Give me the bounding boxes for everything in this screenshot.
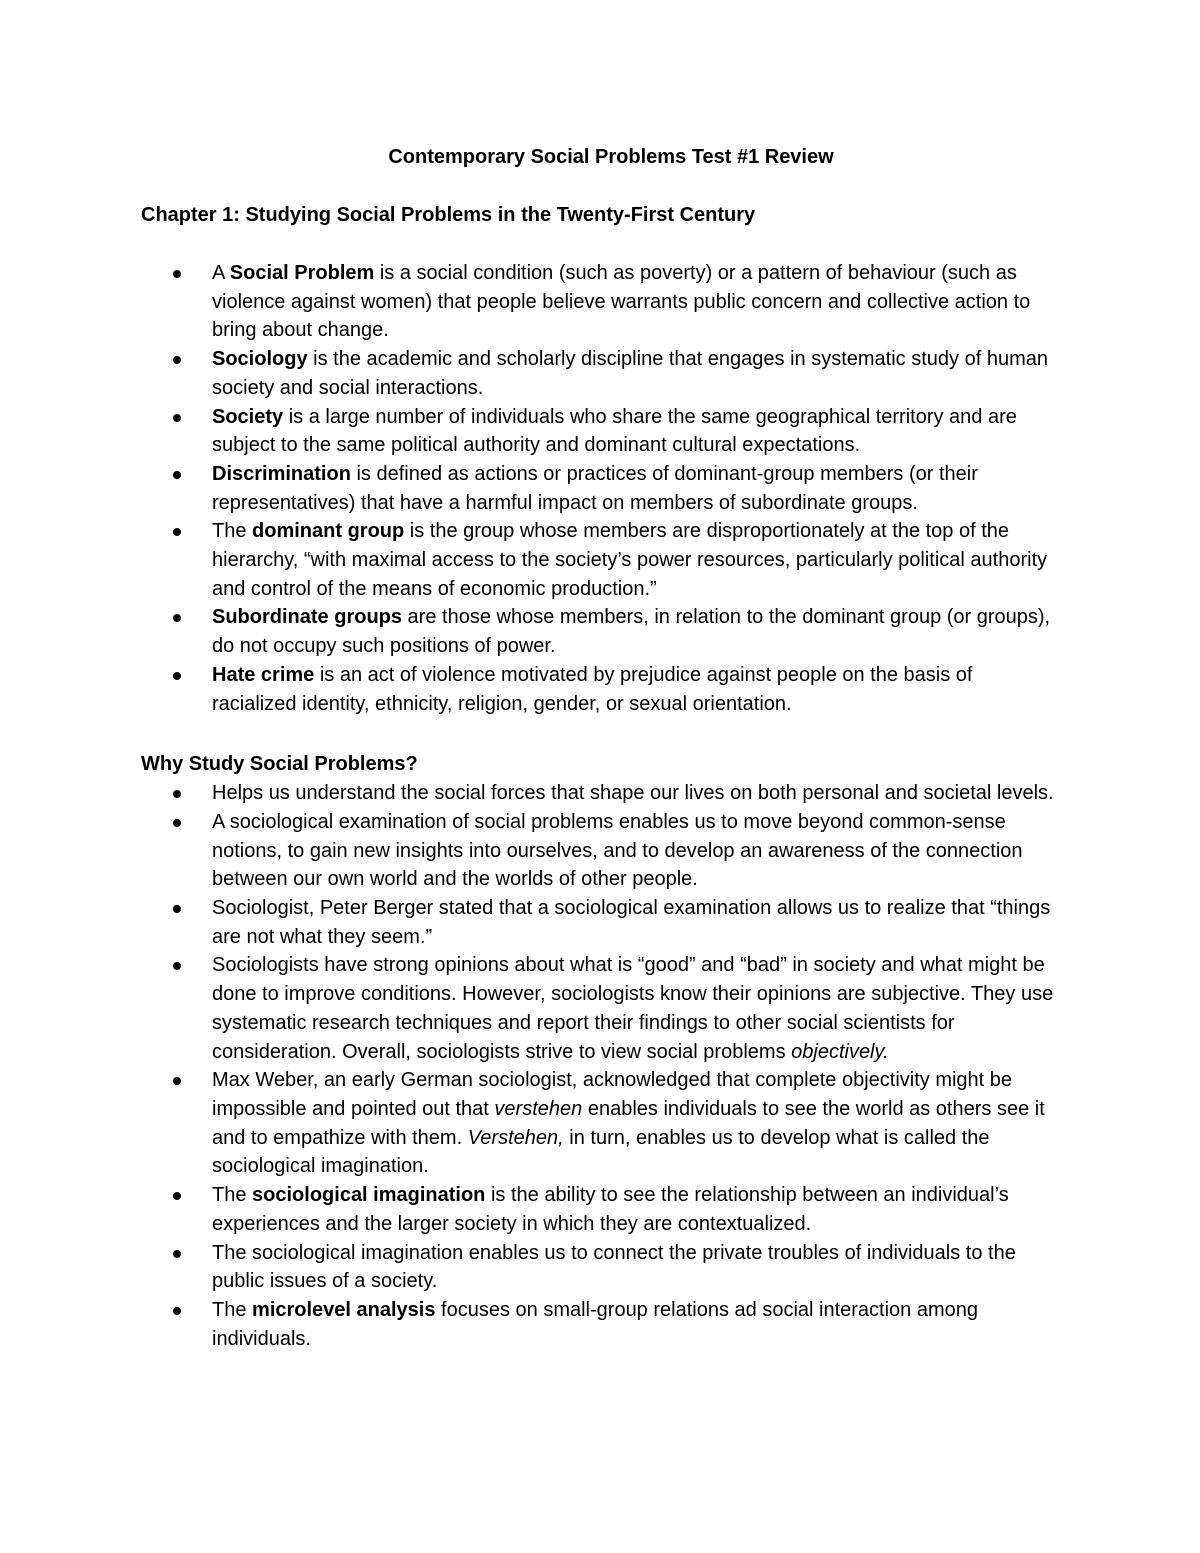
bullet-icon — [173, 471, 181, 479]
list-item: Helps us understand the social forces that shape our lives on both personal and societal levels. — [141, 779, 1061, 808]
why-study-heading: Why Study Social Problems? — [141, 753, 418, 776]
key-term: Sociology — [212, 348, 308, 371]
bullet-icon — [173, 270, 181, 278]
bullet-icon — [173, 1077, 181, 1085]
key-term: Discrimination — [212, 462, 351, 485]
bullet-icon — [173, 528, 181, 536]
list-item: Sociologist, Peter Berger stated that a sociological examination allows us to realize that “things are not what they seem.” — [141, 894, 1061, 951]
bullet-icon — [173, 962, 181, 970]
key-term: microlevel analysis — [252, 1298, 436, 1321]
list-item: Discrimination is defined as actions or practices of dominant-group members (or their representatives) that have a harmful impact on members of subordinate groups. — [141, 460, 1061, 517]
key-term: Subordinate groups — [212, 606, 402, 629]
document-title: Contemporary Social Problems Test #1 Review — [388, 146, 834, 168]
key-term: Social Problem — [229, 262, 375, 284]
chapter-1-definitions-list — [141, 259, 1061, 718]
bullet-icon — [173, 1192, 181, 1200]
list-item: A Social Problem is a social condition (such as poverty) or a pattern of behaviour (such as violence against women) that people believe warrants public concern and collective action to bring about change. — [141, 259, 1061, 345]
why-study-list — [141, 779, 1061, 1353]
bullet-icon — [173, 614, 181, 622]
key-term: Society — [212, 405, 284, 428]
list-item: The sociological imagination enables us to connect the private troubles of individuals to the public issues of a society. — [141, 1239, 1061, 1296]
chapter-1-heading: Chapter 1: Studying Social Problems in the Twenty-First Century — [141, 204, 756, 226]
bullet-icon — [173, 1307, 181, 1315]
list-item: The microlevel analysis focuses on small-group relations ad social interaction among individuals. — [141, 1296, 1061, 1353]
key-term: dominant group — [252, 520, 405, 543]
bullet-icon — [173, 790, 181, 798]
emphasis-text: objectively. — [791, 1040, 889, 1063]
key-term: Hate crime — [212, 663, 315, 686]
list-item: Sociologists have strong opinions about what is “good” and “bad” in society and what might be done to improve conditions. However, sociologists know their opinions are subjective. They use systematic research techniques and report their findings to other social scientists for consideration. Overall, sociologists strive to view social problems objectively. — [141, 951, 1061, 1066]
bullet-icon — [173, 414, 181, 422]
list-item: Hate crime is an act of violence motivated by prejudice against people on the basis of racialized identity, ethnicity, religion, gender, or sexual orientation. — [141, 661, 1061, 718]
bullet-icon — [173, 819, 181, 827]
list-item: A sociological examination of social problems enables us to move beyond common-sense notions, to gain new insights into ourselves, and to develop an awareness of the connection between our own world and the worlds of other people. — [141, 808, 1061, 894]
list-item: The sociological imagination is the ability to see the relationship between an individual’s experiences and the larger society in which they are contextualized. — [141, 1181, 1061, 1238]
list-item: Subordinate groups are those whose members, in relation to the dominant group (or groups), do not occupy such positions of power. — [141, 603, 1061, 660]
bullet-icon — [173, 356, 181, 364]
emphasis-text: verstehen — [494, 1097, 583, 1120]
document-body — [141, 143, 1061, 1353]
bullet-icon — [173, 905, 181, 913]
emphasis-text: Verstehen, — [467, 1126, 564, 1149]
list-item: Society is a large number of individuals who share the same geographical territory and are subject to the same political authority and dominant cultural expectations. — [141, 403, 1061, 460]
bullet-icon — [173, 672, 181, 680]
list-item: Sociology is the academic and scholarly discipline that engages in systematic study of human society and social interactions. — [141, 345, 1061, 402]
key-term: sociological imagination — [252, 1184, 486, 1207]
list-item: The dominant group is the group whose members are disproportionately at the top of the hierarchy, “with maximal access to the society’s power resources, particularly political authority and control of the means of economic production.” — [141, 517, 1061, 603]
bullet-icon — [173, 1250, 181, 1258]
list-item: Max Weber, an early German sociologist, acknowledged that complete objectivity might be impossible and pointed out that verstehen enables individuals to see the world as others see it and to empathize with them. Verstehen, in turn, enables us to develop what is called the sociological imagination. — [141, 1066, 1061, 1181]
